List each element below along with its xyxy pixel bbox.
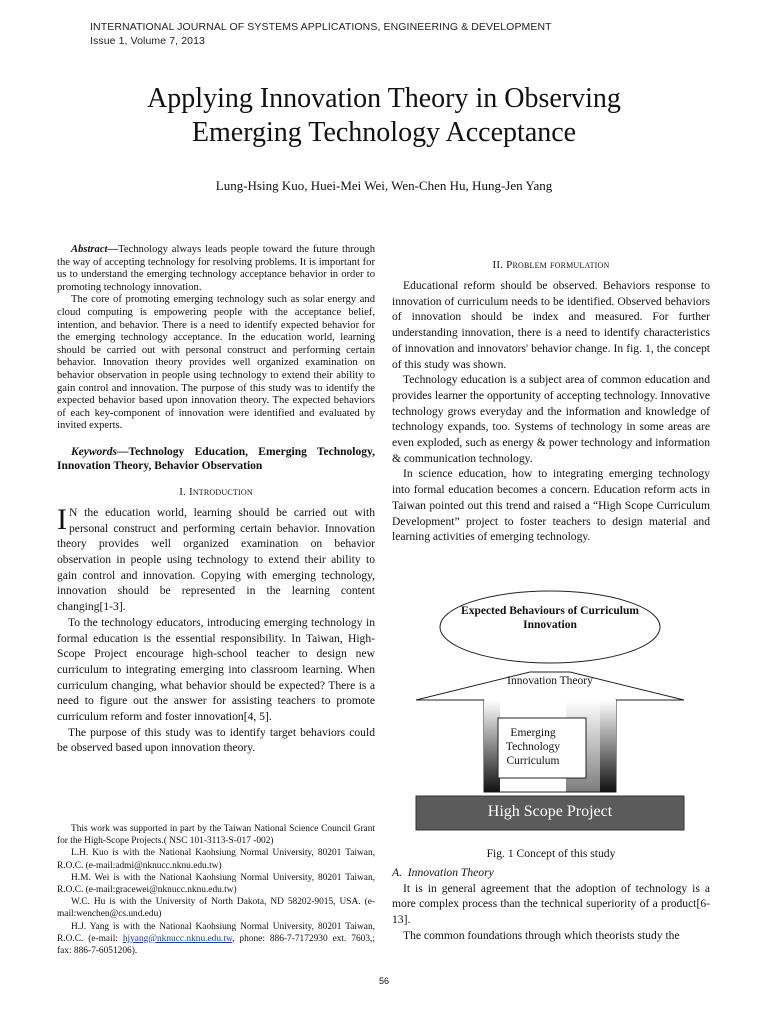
footnote-author-2: H.M. Wei is with the National Kaohsiung Normal University, 80201 Taiwan, R.O.C. (e-mail:gracewei@nknucc.nknu.edu.tw) <box>57 872 375 896</box>
section-1-heading <box>57 485 375 499</box>
paper-title <box>0 82 768 150</box>
curriculum-box-label: Emerging Technology Curriculum <box>505 727 561 767</box>
section-2-heading <box>392 258 710 272</box>
subsection-a-heading <box>392 865 710 881</box>
subsection-a-label: A. <box>392 866 402 879</box>
innovation-theory-label: Innovation Theory <box>507 675 593 687</box>
section-1-paragraph-2: To the technology educators, introducing emerging technology in formal education is the essential responsibility. In Taiwan, High-Scope Project encourage high-school teacher to design new curriculum to integrating emerging into classroom learning. When curriculum changing, what behavior should be expected? There is a need to figure out the answer for assisting teachers to promote curriculum reform and foster innovation[4, 5]. <box>57 615 375 724</box>
footnote-funding: This work was supported in part by the Taiwan National Science Council Grant for the High-Scope Projects.( NSC 101-3113-S-017 -002) <box>57 824 375 847</box>
section-2-paragraph-1: Educational reform should be observed. Behaviors response to innovation of curriculum needs to be identified. Observed behaviors of innovation should be index and measured. For further understanding innovation, there is a need to identify characteristics of innovation and innovators' behavior change. In fig. 1, the concept of this study was shown. <box>392 279 710 371</box>
title-line-1: Applying Innovation Theory in Observing <box>147 83 621 114</box>
journal-issue: Issue 1, Volume 7, 2013 <box>90 35 205 47</box>
abstract-paragraph-2: The core of promoting emerging technology such as solar energy and cloud computing is empowering people with the acceptance belief, intention, and behavior. There is a need to identify expected behavior for the emerging technology acceptance. In the education world, learning should be carried out with personal construct and performing certain behavior. Innovation theory provides well organized examination on behavior observation in people using technology to extend their ability to gain control and innovation. The purpose of this study was to identify the expected behavior based upon innovation theory. The expected behaviors of each key-component of innovation were identified and evaluated by invited experts. <box>57 294 375 432</box>
keywords-dash: — <box>117 445 129 458</box>
right-column-lower <box>392 846 710 944</box>
footnote-author-1: L.H. Kuo is with the National Kaohsiung Normal University, 80201 Taiwan, R.O.C. (e-mail:admi@nknucc.nknu.edu.tw) <box>57 848 375 871</box>
section-2-number: II. <box>492 259 504 271</box>
journal-header <box>90 20 552 48</box>
abstract-text-1: Technology always leads people toward the future through the way of accepting technology for resolving problems. It is important for us to understand the emerging technology acceptance behavior in order to promoting technology innovation. <box>57 244 375 293</box>
section-2-paragraph-2: Technology education is a subject area of common education and provides learner the opportunity of accepting technology. Innovative technology grows everyday and the information and knowledge of technology expands, too. Systems of technology in some areas are even exploded, such as energy & power technology and information & communication technology. <box>392 373 710 465</box>
left-column <box>57 244 375 756</box>
abstract-label: Abstract <box>71 244 108 255</box>
paper-authors: Lung-Hsing Kuo, Huei-Mei Wei, Wen-Chen Hu, Hung-Jen Yang <box>215 178 553 193</box>
footnote-author-4-pre: H.J. Yang is with the National Kaohsiung Normal University, 80201 Taiwan, R.O.C. (e-mail: <box>57 921 375 944</box>
keywords-text: Technology Education, Emerging Technology, Innovation Theory, Behavior Observation <box>57 445 375 472</box>
subsection-a-paragraph-2: The common foundations through which theorists study the <box>403 928 680 942</box>
footnote-author-3: W.C. Hu is with the University of North Dakota, ND 58202-9015, USA. (e-mail:wenchen@cs.und.edu) <box>57 897 375 920</box>
drop-cap: I <box>57 502 67 536</box>
section-2-title: Problem formulation <box>506 259 610 271</box>
figure-1-caption: Fig. 1 Concept of this study <box>486 847 616 860</box>
ellipse-label: Expected Behaviours of Curriculum Innovation <box>461 605 639 631</box>
keywords-label: Keywords <box>71 445 117 458</box>
page-number: 56 <box>378 976 389 986</box>
arrow-shaft-right <box>600 700 616 792</box>
footnote-author-4-post: , phone: 886-7-7172930 ext. 7603,; fax: 886-7-6051206). <box>57 933 375 957</box>
abstract-dash: — <box>107 244 119 255</box>
section-1-paragraph-1 <box>57 502 375 615</box>
section-1-paragraph-3: The purpose of this study was to identify target behaviors could be observed based upon innovation theory. <box>57 725 375 755</box>
keywords <box>57 445 375 473</box>
subsection-a-title: Innovation Theory <box>407 866 494 879</box>
abstract <box>57 244 375 473</box>
right-column <box>392 244 710 545</box>
section-1-body <box>57 502 375 756</box>
footnote-author-4 <box>57 921 375 958</box>
email-link[interactable]: hjyang@nknucc.nknu.edu.tw <box>122 933 233 944</box>
journal-name: INTERNATIONAL JOURNAL OF SYSTEMS APPLICATIONS, ENGINEERING & DEVELOPMENT <box>90 21 552 33</box>
footnotes <box>57 823 375 957</box>
section-2-paragraph-3: In science education, how to integrating emerging technology into formal education becomes a concern. Education reform acts in Taiwan pointed out this trend and raised a “High Scope Curriculum Development” project to foster teachers to design material and learning activities of emerging technology. <box>392 467 710 544</box>
figure-1 <box>410 590 690 834</box>
section-1-text-1: N the education world, learning should be carried out with personal construct and performing certain behavior. Innovation theory provides well organized examination on behavior observation in people using technology to extend their ability to gain control and innovation. Copying with emerging technology, innovation should be represented in the learning content changing[1-3]. <box>57 505 375 614</box>
section-2-body <box>392 278 710 545</box>
title-line-2: Emerging Technology Acceptance <box>191 117 577 148</box>
section-1-title: Introduction <box>188 485 253 498</box>
section-1-number: I. <box>179 485 187 498</box>
high-scope-label: High Scope Project <box>487 803 613 820</box>
abstract-paragraph-1 <box>57 244 375 294</box>
subsection-a-paragraph-1: It is in general agreement that the adoption of technology is a more complex process than the technical superiority of a product[6-13]. <box>392 881 710 927</box>
subsection-a-body <box>392 881 710 944</box>
